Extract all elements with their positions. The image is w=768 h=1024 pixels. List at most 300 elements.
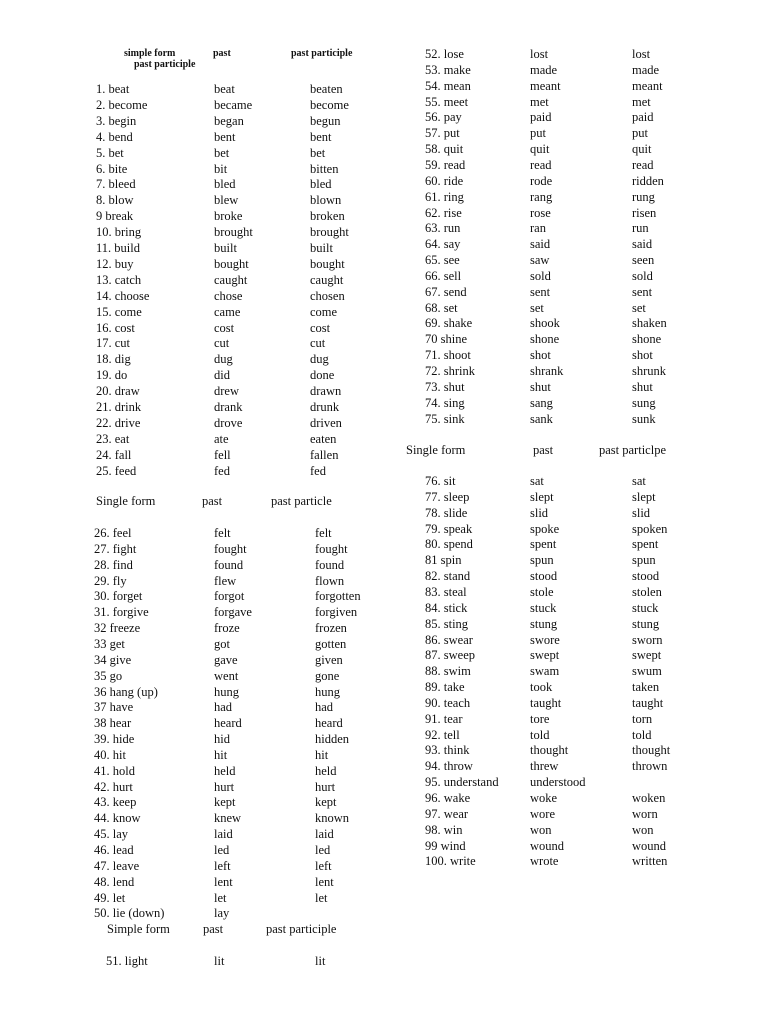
verb-past: flew (214, 573, 237, 588)
verb-row (0, 62, 768, 78)
verb-simple-form: 41. hold (94, 763, 135, 778)
verb-past-participle: met (632, 94, 651, 109)
verb-past-participle: woken (632, 791, 666, 805)
verb-past-participle: bitten (310, 161, 339, 176)
verb-past-participle: quit (632, 142, 652, 157)
verb-past-participle: sung (632, 395, 656, 410)
verb-row (0, 774, 768, 790)
verb-past: slept (530, 489, 554, 504)
verb-past-participle: shaken (632, 316, 667, 331)
verb-past-participle: wound (632, 838, 667, 853)
verb-past-participle: thrown (632, 759, 668, 774)
verb-row (0, 806, 768, 822)
verb-past: meant (530, 78, 561, 93)
verb-simple-form: 31. forgive (94, 605, 149, 620)
verb-row (0, 695, 768, 711)
verb-simple-form: 86. swear (425, 632, 473, 647)
verb-row (0, 315, 768, 331)
verb-row (0, 94, 768, 110)
verb-row (0, 363, 768, 379)
verb-past-participle: stood (632, 569, 660, 584)
verb-past: shook (530, 316, 560, 331)
verb-past-participle: sat (632, 474, 646, 488)
verb-row (0, 411, 768, 427)
verb-past: met (530, 94, 549, 109)
verb-past-participle: slept (632, 489, 656, 504)
verb-row (0, 632, 768, 648)
header-simple-form: Simple form (107, 922, 170, 936)
verb-past-participle: ridden (632, 173, 664, 188)
verb-simple-form: 34 give (94, 652, 132, 667)
verb-row (0, 663, 768, 679)
verb-past: ran (530, 221, 546, 236)
verb-past: wound (530, 838, 565, 853)
verb-simple-form: 15. come (96, 304, 142, 319)
verb-simple-form: 64. say (425, 237, 461, 252)
verb-past-participle: stuck (632, 600, 659, 615)
verb-past-participle: drunk (310, 400, 340, 414)
verb-row (0, 953, 768, 969)
verb-simple-form: 88. swim (425, 664, 471, 679)
verb-past: stood (530, 569, 558, 584)
verb-simple-form: 77. sleep (425, 489, 470, 504)
verb-simple-form: 57. put (425, 126, 460, 141)
verb-simple-form: 70 shine (425, 332, 468, 347)
verb-past-participle: fallen (310, 447, 339, 462)
verb-row (0, 395, 768, 411)
verb-past: brought (214, 225, 253, 240)
verb-simple-form: 59. read (425, 157, 466, 172)
verb-past-participle: fed (310, 463, 326, 478)
verb-past-participle: sworn (632, 632, 663, 647)
verb-row (0, 268, 768, 284)
verb-simple-form: 95. understand (425, 775, 499, 790)
verb-simple-form: 19. do (96, 368, 128, 383)
verb-past: lost (530, 47, 549, 61)
verb-past: laid (214, 827, 233, 842)
verb-past: kept (214, 795, 236, 810)
verb-past-participle: spoken (632, 521, 668, 536)
verb-past-participle: frozen (315, 621, 347, 636)
verb-simple-form: 78. slide (425, 505, 468, 520)
verb-simple-form: 98. win (425, 822, 463, 837)
verb-past: spent (530, 537, 557, 552)
verb-row (0, 536, 768, 552)
verb-past-participle: chosen (310, 288, 345, 303)
verb-past-participle: broken (310, 209, 345, 224)
header-simple-form: simple form (124, 48, 176, 59)
verb-row (0, 284, 768, 300)
verb-past: spun (530, 553, 554, 568)
verb-past-participle: heard (315, 716, 343, 731)
verb-past: paid (530, 110, 552, 125)
verb-past: led (214, 843, 230, 857)
verb-past: became (214, 97, 253, 112)
verb-simple-form: 29. fly (94, 573, 127, 588)
verb-past: came (214, 304, 241, 319)
verb-row (0, 331, 768, 347)
verb-simple-form: 76. sit (425, 474, 456, 488)
verb-past-participle: hung (315, 684, 340, 699)
verb-past: told (530, 727, 550, 742)
verb-simple-form: 5. bet (96, 145, 124, 160)
verb-past-participle: beaten (310, 82, 343, 96)
verb-row (0, 711, 768, 727)
verb-past-participle: caught (310, 272, 344, 287)
verb-past-participle: bent (310, 129, 332, 144)
verb-row (0, 616, 768, 632)
verb-simple-form: 63. run (425, 221, 461, 236)
verb-past: dug (214, 352, 233, 367)
verb-past: sold (530, 268, 551, 283)
verb-simple-form: 43. keep (94, 795, 137, 810)
verb-past-participle: shrunk (632, 364, 667, 378)
verb-past-participle: had (315, 700, 334, 715)
verb-past: bent (214, 129, 236, 144)
verb-simple-form: 68. set (425, 300, 458, 315)
verb-row (0, 838, 768, 854)
verb-simple-form: 66. sell (425, 268, 462, 283)
verb-past: began (214, 113, 244, 128)
verb-past: said (530, 237, 551, 252)
verb-past: stuck (530, 600, 557, 615)
verb-row (0, 125, 768, 141)
verb-past: shut (530, 379, 551, 394)
verb-simple-form: 16. cost (96, 320, 135, 335)
verb-past-participle: forgotten (315, 589, 361, 604)
verb-past-participle: risen (632, 205, 657, 220)
header-right-mid (0, 442, 768, 458)
verb-simple-form: 90. teach (425, 695, 471, 710)
verb-row (0, 890, 768, 906)
verb-past-participle: thought (632, 743, 671, 758)
verb-row (0, 157, 768, 173)
verb-row (0, 205, 768, 221)
verb-simple-form: 26. feel (94, 526, 132, 540)
verb-past-participle: shut (632, 379, 653, 394)
verb-past-participle: laid (315, 827, 334, 842)
verb-past-participle: given (315, 652, 343, 667)
verb-past-participle: hurt (315, 779, 336, 794)
verb-simple-form: 65. see (425, 253, 460, 268)
verb-simple-form: 56. pay (425, 110, 462, 125)
verb-past-participle: sent (632, 284, 653, 299)
verb-row (0, 78, 768, 94)
verb-past-participle: made (632, 62, 660, 77)
verb-simple-form: 28. find (94, 557, 133, 572)
verb-past: forgave (214, 605, 252, 620)
verb-past-participle: found (315, 557, 345, 572)
verb-past-participle: spun (632, 553, 656, 568)
verb-past: saw (530, 253, 550, 268)
verb-simple-form: 27. fight (94, 541, 137, 556)
verb-past: swept (530, 648, 560, 663)
verb-row (0, 647, 768, 663)
verb-past: chose (214, 288, 243, 303)
verb-row (0, 568, 768, 584)
verb-simple-form: 10. bring (96, 225, 142, 240)
verb-past-participle: kept (315, 795, 337, 810)
verb-simple-form: 40. hit (94, 747, 126, 762)
verb-row (0, 505, 768, 521)
verb-past-participle: said (632, 237, 653, 252)
verb-row (0, 905, 768, 921)
verb-simple-form: 53. make (425, 62, 471, 77)
verb-row (0, 584, 768, 600)
verb-simple-form: 79. speak (425, 521, 473, 536)
verb-past-participle: brought (310, 225, 349, 240)
verb-past-participle: come (310, 304, 338, 319)
verb-past-participle: fought (315, 541, 348, 556)
verb-past: forgot (214, 589, 245, 604)
verb-past-participle: forgiven (315, 605, 358, 620)
verb-simple-form: 46. lead (94, 843, 134, 857)
verb-past-participle: sunk (632, 411, 656, 426)
verb-past: spoke (530, 521, 560, 536)
verb-past-participle: become (310, 97, 349, 112)
verb-simple-form: 12. buy (96, 256, 134, 271)
verb-row (0, 742, 768, 758)
header-past-participle: past participle (266, 922, 337, 936)
verb-past-participle: stolen (632, 584, 662, 599)
verb-past: wore (530, 806, 555, 821)
verb-past-participle: begun (310, 113, 341, 128)
verb-simple-form: 4. bend (96, 129, 133, 144)
header-past-participle-sub: past participle (134, 59, 196, 70)
verb-past-participle: swum (632, 664, 662, 679)
header-single-form: Single form (406, 443, 466, 457)
verb-row (0, 141, 768, 157)
verb-past-participle: taken (632, 680, 660, 695)
verb-row (0, 758, 768, 774)
verb-simple-form: 14. choose (96, 288, 150, 303)
verb-row (0, 521, 768, 537)
verb-past: set (530, 300, 544, 315)
verb-past-participle: driven (310, 415, 342, 430)
verb-simple-form: 1. beat (96, 82, 130, 96)
verb-past-participle: lent (315, 874, 334, 889)
verb-simple-form: 37 have (94, 700, 134, 715)
verb-simple-form: 75. sink (425, 411, 465, 426)
verb-past: cut (214, 336, 230, 351)
verb-past-participle: read (632, 157, 654, 172)
verb-past: got (214, 636, 230, 651)
verb-past: hung (214, 684, 239, 699)
verb-past: took (530, 680, 553, 695)
verb-past-participle: cut (310, 336, 326, 351)
verb-past-participle: shot (632, 348, 653, 363)
verb-simple-form: 32 freeze (94, 621, 141, 636)
verb-past-participle: cost (310, 320, 331, 335)
verb-row (0, 790, 768, 806)
verb-row (0, 236, 768, 252)
verb-past-participle: hit (315, 747, 329, 762)
verb-past: built (214, 241, 237, 255)
verb-past-participle: flown (315, 573, 345, 588)
verb-row (0, 300, 768, 316)
verb-row (0, 379, 768, 395)
verb-simple-form: 85. sting (425, 616, 469, 631)
verb-past-participle: torn (632, 711, 653, 726)
verb-past: blew (214, 193, 239, 208)
verb-past-participle: blown (310, 193, 342, 208)
verb-past: won (530, 822, 552, 837)
verb-past-participle: stung (632, 616, 660, 631)
verb-simple-form: 11. build (96, 241, 140, 255)
verb-row (0, 874, 768, 890)
verb-simple-form: 80. spend (425, 537, 473, 552)
verb-row (0, 347, 768, 363)
verb-simple-form: 20. draw (96, 384, 140, 399)
verb-simple-form: 52. lose (425, 47, 464, 61)
verb-past: broke (214, 209, 243, 224)
verb-past-participle: told (632, 727, 652, 742)
verb-past: sat (530, 474, 544, 488)
verb-simple-form: 8. blow (96, 193, 134, 208)
verb-past: made (530, 62, 558, 77)
verb-past-participle: sold (632, 268, 653, 283)
verb-past: did (214, 368, 230, 383)
verb-simple-form: 35 go (94, 668, 123, 683)
verb-past: let (214, 890, 227, 905)
verb-row (0, 46, 768, 62)
verb-past-participle: put (632, 126, 648, 141)
verb-past: felt (214, 526, 231, 540)
verb-past: quit (530, 142, 550, 157)
verb-past-participle: eaten (310, 431, 337, 446)
verb-simple-form: 23. eat (96, 431, 130, 446)
verb-past-participle: swept (632, 648, 662, 663)
verb-past-participle: set (632, 300, 646, 315)
verb-past-participle: bought (310, 256, 345, 271)
verb-past: shot (530, 348, 551, 363)
verb-past: sank (530, 411, 553, 426)
verb-past-participle: known (315, 811, 350, 826)
verb-row (0, 600, 768, 616)
verb-row (0, 822, 768, 838)
verb-past: wrote (530, 854, 559, 869)
verb-past: rode (530, 173, 553, 188)
verb-past: threw (530, 759, 559, 774)
verb-past-participle: drawn (310, 384, 342, 399)
verb-past: read (530, 157, 552, 172)
verb-simple-form: 81 spin (425, 553, 462, 568)
verb-past: swore (530, 632, 560, 647)
verb-past: had (214, 700, 233, 715)
verb-past: heard (214, 716, 242, 731)
verb-past-participle: left (315, 858, 332, 873)
verb-past: put (530, 126, 546, 141)
verb-row (0, 679, 768, 695)
verb-past: fought (214, 541, 247, 556)
verb-past: drank (214, 400, 243, 414)
verb-past: woke (530, 791, 558, 805)
verb-past-participle: felt (315, 526, 332, 540)
verb-past: stole (530, 584, 554, 599)
verb-simple-form: 54. mean (425, 78, 471, 93)
verb-past: slid (530, 505, 549, 520)
header-past-particle: past particle (271, 494, 332, 508)
verb-simple-form: 50. lie (down) (94, 906, 165, 921)
verb-simple-form: 82. stand (425, 569, 471, 584)
verb-past: stung (530, 616, 558, 631)
verb-simple-form: 6. bite (96, 161, 128, 176)
verb-simple-form: 48. lend (94, 874, 135, 889)
verb-past: drove (214, 415, 243, 430)
verb-past-participle: seen (632, 253, 655, 268)
verb-past-participle: led (315, 843, 331, 857)
verb-past: found (214, 557, 244, 572)
verb-past: gave (214, 652, 238, 667)
verb-simple-form: 93. think (425, 743, 470, 758)
verb-past-participle: gotten (315, 636, 347, 651)
verb-past: caught (214, 272, 248, 287)
verb-simple-form: 7. bleed (96, 177, 136, 192)
header-past: past (202, 494, 223, 508)
verb-simple-form: 58. quit (425, 142, 464, 157)
verb-simple-form: 49. let (94, 890, 126, 905)
verb-past-participle: done (310, 368, 335, 383)
verb-simple-form: 45. lay (94, 827, 129, 842)
verb-past: bet (214, 145, 230, 160)
verb-past: bought (214, 256, 249, 271)
verb-past-participle: rung (632, 189, 655, 204)
verb-past-participle: bet (310, 145, 326, 160)
verb-past: lay (214, 906, 230, 921)
header-past: past (533, 443, 554, 457)
verb-simple-form: 73. shut (425, 379, 465, 394)
verb-past: lit (214, 954, 225, 968)
verb-simple-form: 22. drive (96, 415, 141, 430)
verb-past: held (214, 763, 236, 778)
verb-row (0, 473, 768, 489)
verb-simple-form: 94. throw (425, 759, 473, 774)
verb-past: hid (214, 732, 230, 747)
verb-past: left (214, 858, 231, 873)
verb-past: lent (214, 874, 233, 889)
verb-simple-form: 18. dig (96, 352, 131, 367)
verb-past: sent (530, 284, 551, 299)
verb-simple-form: 33 get (94, 636, 125, 651)
verb-simple-form: 72. shrink (425, 364, 475, 378)
verb-past-participle: hidden (315, 732, 350, 747)
verb-past: went (214, 668, 239, 683)
verb-simple-form: 87. sweep (425, 648, 475, 663)
verb-simple-form: 39. hide (94, 732, 135, 747)
verb-row (0, 489, 768, 505)
verb-past: sang (530, 395, 553, 410)
verb-past-participle: won (632, 822, 654, 837)
verb-simple-form: 13. catch (96, 272, 142, 287)
header-past: past (203, 922, 224, 936)
verb-past: hit (214, 747, 228, 762)
verb-past-participle: dug (310, 352, 329, 367)
verb-simple-form: 60. ride (425, 173, 464, 188)
verb-simple-form: 91. tear (425, 711, 463, 726)
verb-simple-form: 71. shoot (425, 348, 471, 363)
verb-simple-form: 92. tell (425, 727, 460, 742)
verb-simple-form: 17. cut (96, 336, 131, 351)
verb-past: hurt (214, 779, 235, 794)
verb-past: shrank (530, 364, 564, 378)
verb-past-participle: paid (632, 110, 654, 125)
verb-simple-form: 61. ring (425, 189, 464, 204)
verb-row (0, 173, 768, 189)
verb-simple-form: 36 hang (up) (94, 684, 158, 699)
verb-past: bit (214, 161, 228, 176)
verb-simple-form: 89. take (425, 680, 465, 695)
verb-past-participle: meant (632, 78, 663, 93)
